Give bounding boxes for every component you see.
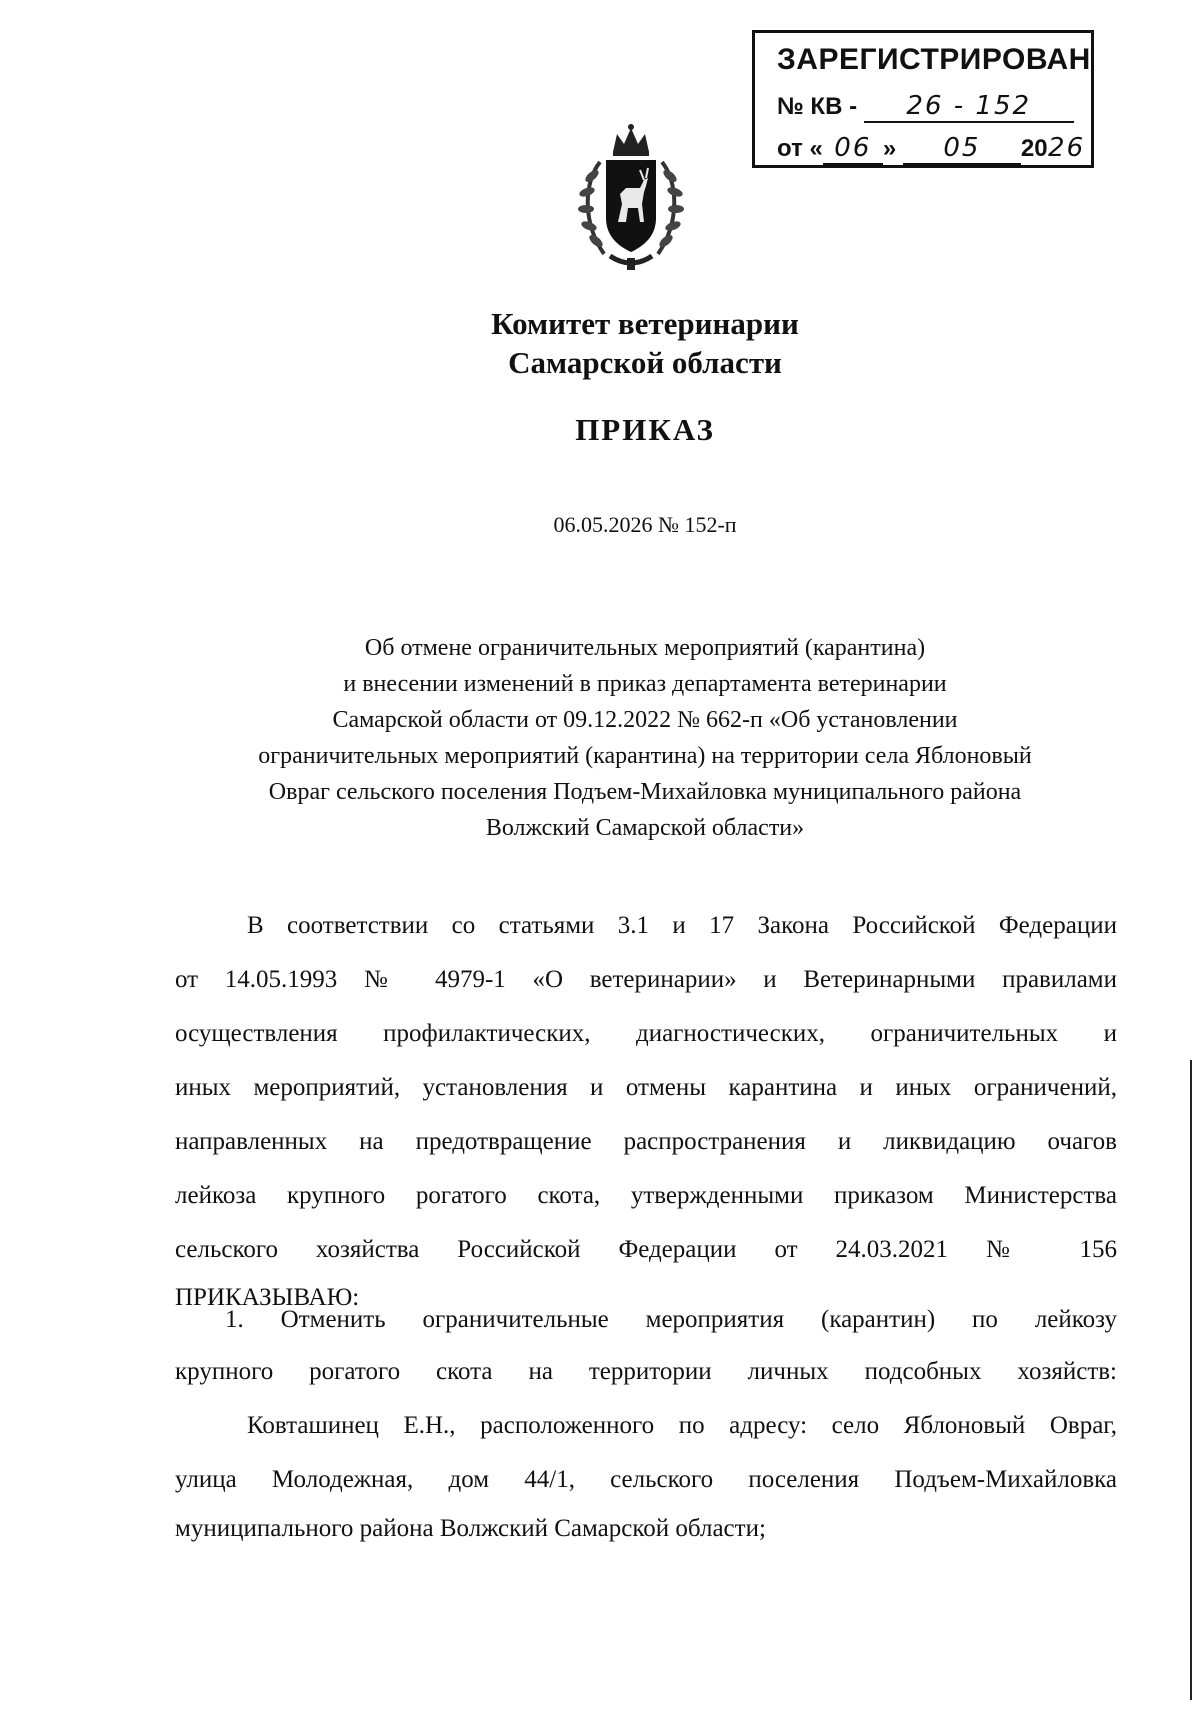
item1-detail-line: Ковташинец Е.Н., расположенного по адресу: село Яблоновый Овраг, [247, 1412, 1117, 1439]
stamp-number-line [777, 91, 1074, 123]
organization-name-line1: Комитет ветеринарии [491, 306, 799, 341]
preamble-line: от 14.05.1993 № 4979-1 «О ветеринарии» и Ветеринарными правилами [175, 966, 1117, 993]
subject-line: Волжский Самарской области» [485, 815, 805, 841]
preamble-line: иных мероприятий, установления и отмены карантина и иных ограничений, [175, 1074, 1117, 1101]
subject-line: ограничительных мероприятий (карантина) на территории села Яблоновый [258, 743, 1032, 769]
stamp-year-prefix: 20 [1020, 135, 1048, 162]
subject-line: Об отмене ограничительных мероприятий (карантина) [364, 635, 926, 661]
registration-stamp [752, 30, 1094, 168]
stamp-date-line [777, 133, 1088, 165]
stamp-number-handwritten: 26 - 152 [864, 91, 1074, 123]
subject-line: и внесении изменений в приказ департамента ветеринарии [343, 671, 947, 697]
stamp-day-suffix: » [882, 135, 897, 162]
preamble-line: направленных на предотвращение распространения и ликвидацию очагов [175, 1128, 1117, 1155]
stamp-date-prefix: от « [777, 135, 823, 162]
preamble-line: В соответствии со статьями 3.1 и 17 Закона Российской Федерации [247, 912, 1117, 939]
document-type-title: ПРИКАЗ [575, 412, 715, 447]
preamble-line: сельского хозяйства Российской Федерации от 24.03.2021 № 156 [175, 1236, 1117, 1263]
scan-edge-line [1190, 1060, 1192, 1700]
preamble-line: осуществления профилактических, диагностических, ограничительных и [175, 1020, 1117, 1047]
subject-line: Овраг сельского поселения Подъем-Михайловка муниципального района [268, 779, 1022, 805]
stamp-number-prefix: № КВ - [777, 93, 858, 120]
document-subject [160, 630, 1130, 846]
item1-detail-line: улица Молодежная, дом 44/1, сельского поселения Подъем-Михайловка [175, 1466, 1117, 1493]
order-word: ПРИКАЗЫВАЮ: [175, 1284, 360, 1311]
subject-line: Самарской области от 09.12.2022 № 662-п «Об установлении [332, 707, 958, 733]
item1-line: 1. Отменить ограничительные мероприятия (карантин) по лейкозу [225, 1306, 1117, 1333]
preamble-line: лейкоза крупного рогатого скота, утвержденными приказом Министерства [175, 1182, 1117, 1209]
stamp-month-handwritten: 05 [903, 133, 1021, 165]
stamp-title: ЗАРЕГИСТРИРОВАН [777, 43, 1091, 76]
organization-name-line2: Самарской области [508, 345, 782, 380]
stamp-year-handwritten: 26 [1048, 133, 1086, 163]
coat-of-arms-icon [570, 122, 692, 274]
item1-detail-line: муниципального района Волжский Самарской области; [175, 1515, 766, 1542]
stamp-day-handwritten: 06 [823, 133, 883, 165]
document-date-number: 06.05.2026 № 152-п [553, 512, 737, 537]
item1-line: крупного рогатого скота на территории личных подсобных хозяйств: [175, 1358, 1117, 1385]
